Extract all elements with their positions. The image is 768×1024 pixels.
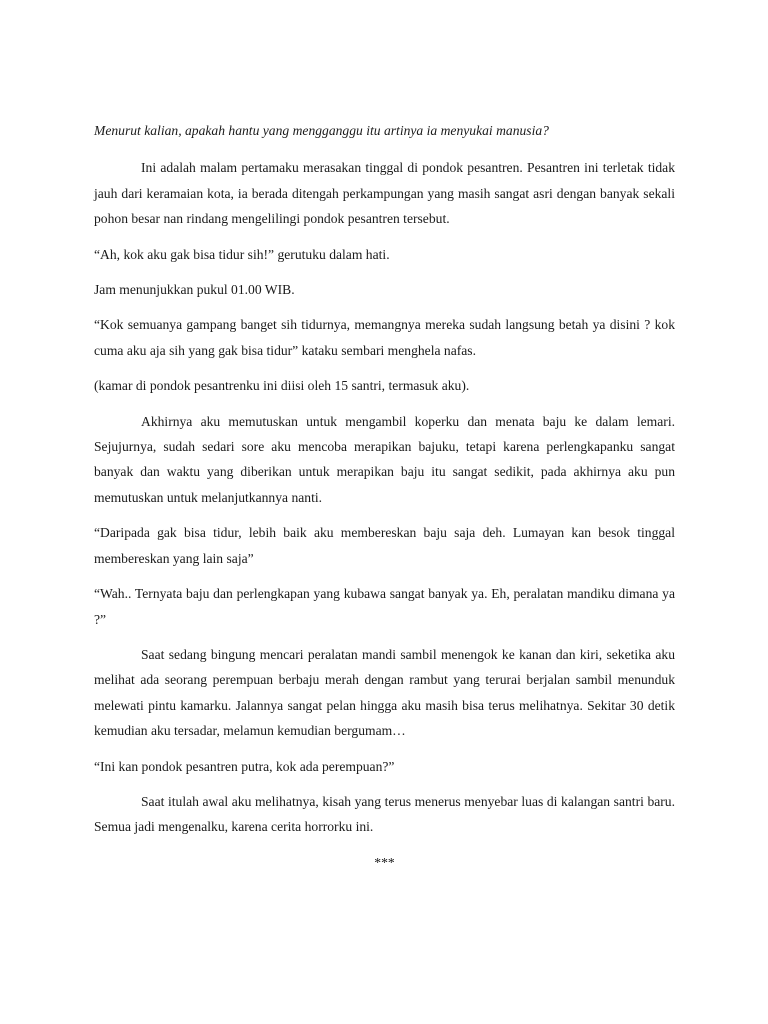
- paragraph-sighting: Saat sedang bingung mencari peralatan mandi sambil menengok ke kanan dan kiri, seketika aku melihat ada seorang perempuan berbaju merah dengan rambut yang terurai berjalan sambil menunduk melewati pintu kamarku. Jalannya sangat pelan hingga aku masih bisa terus melihatnya. Sekitar 30 detik kemudian aku tersadar, melamun kemudian bergumam…: [94, 646, 675, 739]
- paragraph-intro: Ini adalah malam pertamaku merasakan tinggal di pondok pesantren. Pesantren ini terletak tidak jauh dari keramaian kota, ia berada ditengah perkampungan yang masih sangat asri dengan banyak sekali pohon besar nan rindang mengelilingi pondok pesantren tersebut.: [94, 160, 675, 227]
- opening-question: Menurut kalian, apakah hantu yang mengganggu itu artinya ia menyukai manusia?: [94, 123, 549, 138]
- paragraph-dialogue-1: “Ah, kok aku gak bisa tidur sih!” gerutuku dalam hati.: [94, 246, 390, 262]
- paragraph-dialogue-4: “Wah.. Ternyata baju dan perlengkapan yang kubawa sangat banyak ya. Eh, peralatan mandiku dimana ya ?”: [94, 586, 675, 627]
- paragraph-unpacking: Akhirnya aku memutuskan untuk mengambil koperku dan menata baju ke dalam lemari. Sejujurnya, sudah sedari sore aku mencoba merapikan bajuku, tetapi karena perlengkapanku sangat banyak dan waktu yang diberikan untuk merapikan baju itu sangat sedikit, pada akhirnya aku pun memutuskan untuk melanjutkannya nanti.: [94, 413, 675, 505]
- paragraph-room-note: (kamar di pondok pesantrenku ini diisi oleh 15 santri, termasuk aku).: [94, 378, 470, 394]
- paragraph-time: Jam menunjukkan pukul 01.00 WIB.: [94, 282, 295, 298]
- paragraph-dialogue-5: “Ini kan pondok pesantren putra, kok ada perempuan?”: [94, 758, 395, 774]
- paragraph-dialogue-2: “Kok semuanya gampang banget sih tidurnya, memangnya mereka sudah langsung betah ya disini ? kok cuma aku aja sih yang gak bisa tidur” kataku sembari menghela nafas.: [94, 317, 675, 358]
- document-page: [94, 118, 675, 885]
- section-separator: ***: [374, 854, 395, 870]
- paragraph-ending: Saat itulah awal aku melihatnya, kisah yang terus menerus menyebar luas di kalangan santri baru. Semua jadi mengenalku, karena cerita horrorku ini.: [94, 793, 675, 835]
- paragraph-dialogue-3: “Daripada gak bisa tidur, lebih baik aku membereskan baju saja deh. Lumayan kan besok tinggal membereskan yang lain saja”: [94, 525, 675, 566]
